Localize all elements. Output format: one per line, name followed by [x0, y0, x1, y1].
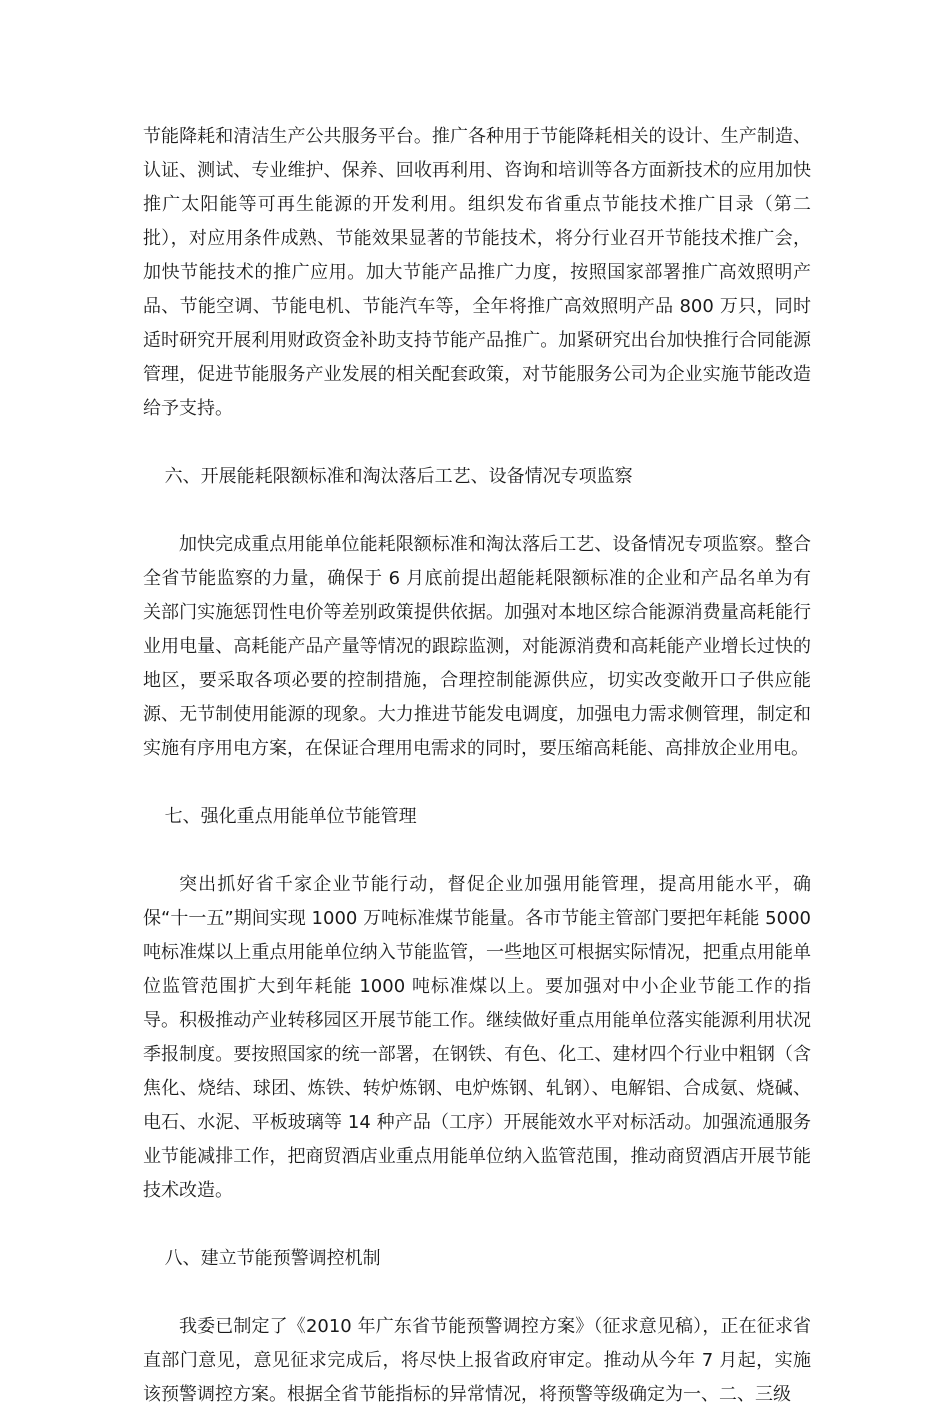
paragraph-key-energy-units: 突出抓好省千家企业节能行动，督促企业加强用能管理，提高用能水平，确保“十一五”期间实现 1000 万吨标准煤节能量。各市节能主管部门要把年耗能 5000 吨标准煤以上重点用能单位纳入节能监管，一些地区可根据实际情况，把重点用能单位监管范围扩大到年耗能 1000 吨标准煤以上。要加强对中小企业节能工作的指导。积极推动产业转移园区开展节能工作。继续做好重点用能单位落实能源利用状况季报制度。要按照国家的统一部署，在钢铁、有色、化工、建材四个行业中粗钢（含焦化、烧结、球团、炼铁、转炉炼钢、电炉炼钢、轧钢）、电解铝、合成氨、烧碱、电石、水泥、平板玻璃等 14 种产品（工序）开展能效水平对标活动。加强流通服务业节能减排工作，把商贸酒店业重点用能单位纳入监管范围，推动商贸酒店开展节能技术改造。 — [143, 874, 811, 1201]
paragraph-energy-saving-platform: 节能降耗和清洁生产公共服务平台。推广各种用于节能降耗相关的设计、生产制造、认证、测试、专业维护、保养、回收再利用、咨询和培训等各方面新技术的应用加快推广太阳能等可再生能源的开发利用。组织发布省重点节能技术推广目录（第二批），对应用条件成熟、节能效果显著的节能技术，将分行业召开节能技术推广会，加快节能技术的推广应用。加大节能产品推广力度，按照国家部署推广高效照明产品、节能空调、节能电机、节能汽车等，全年将推广高效照明产品 800 万只，同时适时研究开展利用财政资金补助支持节能产品推广。加紧研究出台加快推行合同能源管理，促进节能服务产业发展的相关配套政策，对节能服务公司为企业实施节能改造给予支持。 — [143, 126, 811, 419]
paragraph-gap — [143, 1208, 811, 1242]
paragraph-special-inspection: 加快完成重点用能单位能耗限额标准和淘汰落后工艺、设备情况专项监察。整合全省节能监察的力量，确保于 6 月底前提出超能耗限额标准的企业和产品名单为有关部门实施惩罚性电价等差别政策提供依据。加强对本地区综合能源消费量高耗能行业用电量、高耗能产品产量等情况的跟踪监测，对能源消费和高耗能产业增长过快的地区，要采取各项必要的控制措施，合理控制能源供应，切实改变敞开口子供应能源、无节制使用能源的现象。大力推进节能发电调度，加强电力需求侧管理，制定和实施有序用电方案，在保证合理用电需求的同时，要压缩高耗能、高排放企业用电。 — [143, 534, 811, 759]
paragraph-early-warning: 我委已制定了《2010 年广东省节能预警调控方案》（征求意见稿），正在征求省直部门意见，意见征求完成后，将尽快上报省政府审定。推动从今年 7 月起，实施该预警调控方案。根据全省节能指标的异常情况，将预警等级确定为一、二、三级 — [143, 1316, 811, 1405]
section-heading-7: 七、强化重点用能单位节能管理 — [164, 806, 417, 827]
paragraph-gap — [143, 426, 811, 460]
section-heading-8: 八、建立节能预警调控机制 — [164, 1248, 381, 1269]
section-heading-6: 六、开展能耗限额标准和淘汰落后工艺、设备情况专项监察 — [164, 466, 633, 487]
paragraph-gap — [143, 834, 811, 868]
document-body — [143, 120, 811, 1412]
paragraph-gap — [143, 766, 811, 800]
paragraph-gap — [143, 1276, 811, 1310]
paragraph-gap — [143, 494, 811, 528]
